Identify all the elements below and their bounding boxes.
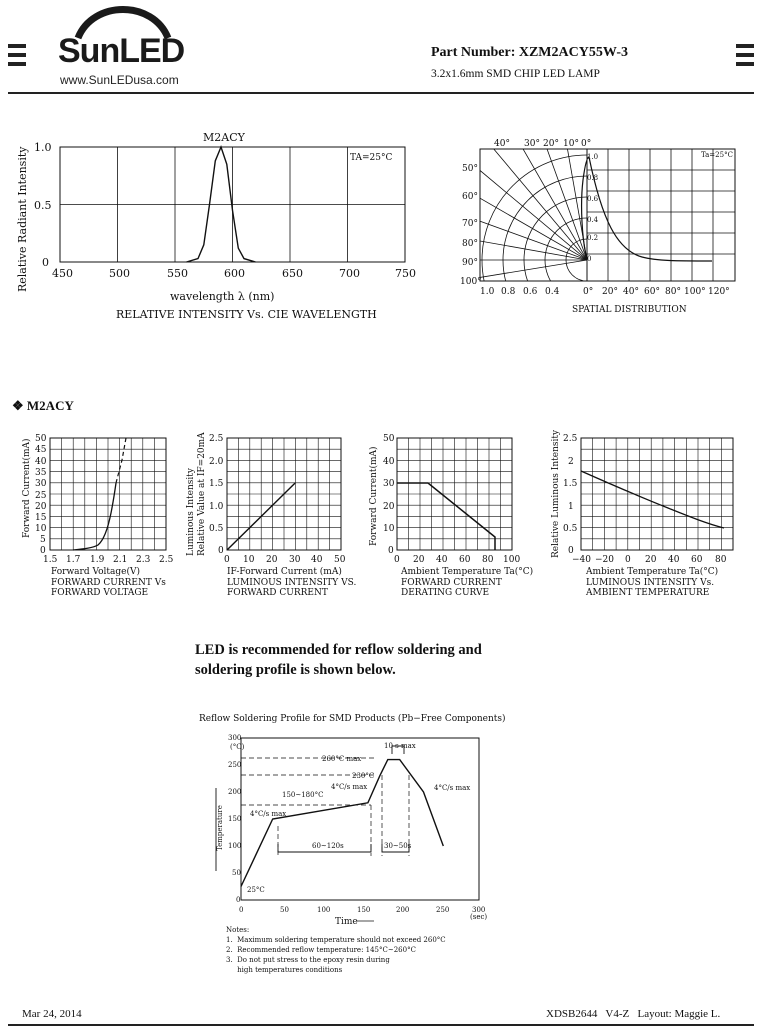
li-yticks: [209, 434, 224, 556]
reflow-brackets: [216, 746, 409, 871]
note-2: 2. Recommended reflow temperature: 145°C~260°C: [226, 946, 416, 954]
svg-text:60: 60: [691, 555, 703, 565]
spectrum-ytick: 0.5: [34, 199, 52, 212]
svg-text:1.5: 1.5: [209, 479, 224, 489]
svg-text:−20: −20: [595, 555, 614, 565]
svg-text:0: 0: [388, 546, 394, 556]
notes-title: Notes:: [226, 926, 250, 934]
spatial-condition: Ta=25°C: [701, 151, 733, 159]
reflow-xlabel: Time: [335, 917, 358, 927]
svg-text:2.1: 2.1: [113, 555, 128, 565]
svg-text:1.0: 1.0: [209, 502, 224, 512]
spatial-right-grid: [587, 149, 735, 281]
spectrum-xlabel: wavelength λ (nm): [170, 290, 275, 303]
svg-text:2.5: 2.5: [159, 555, 174, 565]
spatial-radial-tick: 0.6: [587, 195, 599, 203]
spatial-top-angle: 40°: [494, 139, 510, 149]
svg-text:300: 300: [228, 734, 242, 742]
spectrum-series-label: M2ACY: [203, 131, 245, 144]
svg-text:50: 50: [35, 434, 47, 444]
spatial-top-angle: 30°: [524, 139, 540, 149]
spatial-left-angle: 60°: [462, 192, 478, 202]
spatial-left-angle: 70°: [462, 219, 478, 229]
spectrum-xtick: 700: [339, 267, 360, 280]
svg-text:150: 150: [357, 906, 371, 914]
note-1: 1. Maximum soldering temperature should not exceed 260°C: [226, 936, 446, 944]
svg-text:10: 10: [35, 524, 47, 534]
spatial-radial-tick: 0: [587, 255, 592, 263]
svg-text:1.7: 1.7: [66, 555, 81, 565]
svg-text:40: 40: [668, 555, 680, 565]
footer-version: V4-Z: [605, 1008, 630, 1020]
fv-caption-2: FORWARD VOLTAGE: [51, 588, 149, 598]
product-description: 3.2x1.6mm SMD CHIP LED LAMP: [431, 68, 600, 80]
svg-text:100: 100: [317, 906, 331, 914]
svg-text:25: 25: [35, 491, 47, 501]
svg-text:1.5: 1.5: [43, 555, 58, 565]
svg-text:5: 5: [40, 535, 46, 545]
spectrum-grid: [60, 147, 405, 262]
svg-text:35: 35: [35, 468, 47, 478]
li-xticks: [224, 555, 346, 565]
spectrum-condition: TA=25°C: [350, 153, 393, 163]
svg-text:100: 100: [228, 842, 242, 850]
spatial-bottom-tick: 40°: [623, 287, 639, 297]
svg-text:80: 80: [482, 555, 494, 565]
reflow-profile-line: [241, 760, 443, 887]
footer-layout: Layout: Maggie L.: [637, 1008, 721, 1020]
svg-text:50: 50: [232, 869, 241, 877]
svg-text:40: 40: [311, 555, 323, 565]
spatial-left-angle: 100°: [460, 277, 482, 287]
svg-text:−40: −40: [572, 555, 591, 565]
spectrum-xtick: 650: [282, 267, 303, 280]
svg-text:80: 80: [715, 555, 727, 565]
svg-text:2: 2: [568, 457, 574, 467]
reflow-profile-chart: [196, 706, 556, 976]
svg-text:20: 20: [413, 555, 425, 565]
section-title-text: M2ACY: [26, 398, 74, 413]
reflow-xticks: [239, 906, 485, 914]
li-ylabel-1: Luminous Intensity: [186, 468, 196, 556]
svg-text:0: 0: [40, 546, 46, 556]
fv-yticks: [35, 434, 47, 556]
section-title: [12, 398, 74, 414]
website-link[interactable]: www.SunLEDusa.com: [60, 73, 179, 87]
fv-xticks: [43, 555, 174, 565]
svg-text:0: 0: [625, 555, 631, 565]
reflow-xunit: (sec): [470, 913, 488, 921]
svg-text:150: 150: [228, 815, 242, 823]
svg-text:1: 1: [568, 502, 574, 512]
brand-logo: SunLED: [58, 32, 185, 70]
spatial-bottom-tick: 0.8: [501, 287, 516, 297]
svg-text:40: 40: [383, 457, 395, 467]
derating-yticks: [383, 434, 395, 556]
svg-text:0: 0: [568, 546, 574, 556]
svg-text:30: 30: [35, 479, 47, 489]
derating-ylabel: Forward Current(mA): [369, 446, 379, 546]
lt-yticks: [563, 434, 578, 556]
footer-doc-info: [546, 1008, 720, 1020]
lt-grid: [581, 438, 733, 550]
spectrum-xtick: 450: [52, 267, 73, 280]
svg-text:0: 0: [394, 555, 400, 565]
fv-xlabel: Forward Voltage(V): [51, 567, 141, 577]
svg-text:20: 20: [266, 555, 278, 565]
spectrum-ytick: 1.0: [34, 141, 52, 154]
diamond-bullet-icon: ❖: [12, 398, 24, 413]
spatial-bottom-tick: 100°: [684, 287, 706, 297]
spatial-bottom-tick: 80°: [665, 287, 681, 297]
svg-text:30: 30: [383, 479, 395, 489]
derating-xticks: [394, 555, 520, 565]
spectrum-xtick: 750: [395, 267, 416, 280]
ann-150: 150~180°C: [282, 791, 324, 799]
lt-curve: [581, 471, 724, 528]
svg-text:0: 0: [218, 546, 224, 556]
svg-text:20: 20: [35, 502, 47, 512]
derating-grid: [397, 438, 512, 550]
spatial-top-angle: 20°: [543, 139, 559, 149]
spectrum-ytick: 0: [42, 256, 49, 269]
spatial-radial-tick: 0.8: [587, 174, 599, 182]
ann-ramp-down: 4°C/s max: [434, 784, 471, 792]
spatial-radial-tick: 0.4: [587, 216, 599, 224]
ann-60: 60~120s: [312, 842, 344, 850]
derating-caption-1: FORWARD CURRENT: [401, 578, 502, 588]
svg-text:0: 0: [224, 555, 230, 565]
spatial-bottom-tick: 1.0: [480, 287, 495, 297]
spectrum-ylabel: Relative Radiant Intensity: [16, 146, 29, 292]
ann-ramp-mid: 4°C/s max: [331, 783, 368, 791]
ann-30: 30~50s: [384, 842, 412, 850]
spatial-left-angle: 80°: [462, 239, 478, 249]
spatial-right-curve: [589, 157, 712, 261]
ann-10s: 10 s max: [384, 742, 416, 750]
spatial-polar-curve: [582, 157, 589, 260]
reflow-note-line-2: soldering profile is shown below.: [195, 662, 396, 678]
note-3: 3. Do not put stress to the epoxy resin during: [226, 956, 390, 964]
spatial-left-angle: 50°: [462, 164, 478, 174]
spectrum-xtick: 500: [109, 267, 130, 280]
fv-ylabel: Forward Current(mA): [22, 438, 32, 538]
spatial-bottom-tick: 0.6: [523, 287, 538, 297]
derating-chart: [366, 428, 546, 603]
part-number: Part Number: XZM2ACY55W-3: [431, 45, 628, 60]
svg-text:2.5: 2.5: [209, 434, 224, 444]
li-caption-2: FORWARD CURRENT: [227, 588, 328, 598]
svg-text:20: 20: [383, 502, 395, 512]
svg-text:250: 250: [228, 761, 242, 769]
lt-caption-1: LUMINOUS INTENSITY Vs.: [586, 578, 715, 588]
fv-grid: [50, 438, 166, 550]
spatial-bottom-tick: 0°: [583, 287, 594, 297]
ann-ramp-left: 4°C/s max: [250, 810, 287, 818]
svg-text:200: 200: [396, 906, 410, 914]
svg-text:0.5: 0.5: [563, 524, 578, 534]
footer-doc-number: XDSB2644: [546, 1008, 598, 1020]
header-divider: [8, 92, 754, 94]
svg-text:2.0: 2.0: [209, 457, 224, 467]
lt-ylabel: Relative Luminous Intensity: [551, 429, 561, 558]
svg-text:200: 200: [228, 788, 242, 796]
svg-text:20: 20: [645, 555, 657, 565]
svg-text:1.9: 1.9: [90, 555, 105, 565]
lt-chart: [548, 428, 748, 603]
spatial-distribution-chart: [452, 135, 752, 320]
spectrum-xtick: 600: [224, 267, 245, 280]
spatial-caption: SPATIAL DISTRIBUTION: [572, 305, 687, 315]
ann-260: 260°C max: [322, 755, 362, 763]
svg-text:2.3: 2.3: [136, 555, 151, 565]
svg-text:50: 50: [383, 434, 395, 444]
svg-text:0: 0: [236, 896, 241, 904]
li-xlabel: IF-Forward Current (mA): [227, 567, 342, 577]
spatial-radial-tick: 0.2: [587, 234, 599, 242]
li-chart: [185, 428, 360, 603]
spatial-radial-tick: 1.0: [587, 153, 599, 161]
spectrum-chart: [10, 120, 430, 330]
li-caption-1: LUMINOUS INTENSITY VS.: [227, 578, 357, 588]
svg-text:0.5: 0.5: [209, 524, 224, 534]
footer-divider: [8, 1024, 754, 1026]
derating-caption-2: DERATING CURVE: [401, 588, 490, 598]
svg-text:50: 50: [334, 555, 346, 565]
svg-text:10: 10: [383, 524, 395, 534]
fv-chart: [18, 428, 183, 603]
svg-text:30: 30: [289, 555, 301, 565]
svg-text:40: 40: [436, 555, 448, 565]
lt-xlabel: Ambient Temperature Ta(°C): [586, 567, 719, 577]
note-4: high temperatures conditions: [226, 966, 343, 974]
spatial-left-angle: 90°: [462, 258, 478, 268]
reflow-title: Reflow Soldering Profile for SMD Products (Pb−Free Components): [199, 714, 506, 724]
reflow-note: [195, 640, 482, 680]
reflow-note-line-1: LED is recommended for reflow soldering and: [195, 642, 482, 658]
svg-text:100: 100: [503, 555, 521, 565]
fv-caption-1: FORWARD CURRENT Vs: [51, 578, 166, 588]
reflow-yticks: [228, 734, 241, 904]
svg-text:1.5: 1.5: [563, 479, 578, 489]
spatial-top-angle: 10°: [563, 139, 579, 149]
svg-text:50: 50: [280, 906, 289, 914]
svg-text:45: 45: [35, 445, 47, 455]
spectrum-caption: RELATIVE INTENSITY Vs. CIE WAVELENGTH: [116, 308, 377, 321]
svg-text:250: 250: [436, 906, 450, 914]
svg-text:15: 15: [35, 513, 47, 523]
spatial-bottom-tick: 0.4: [545, 287, 560, 297]
spatial-bottom-tick: 60°: [644, 287, 660, 297]
reflow-yunit: (°C): [230, 743, 245, 751]
footer-date: Mar 24, 2014: [22, 1008, 82, 1020]
spectrum-xtick: 550: [167, 267, 188, 280]
reflow-ylabel: Temperature: [216, 805, 224, 851]
lt-xticks: [572, 555, 727, 565]
svg-text:60: 60: [459, 555, 471, 565]
svg-text:40: 40: [35, 457, 47, 467]
derating-xlabel: Ambient Temperature Ta(°C): [401, 567, 534, 577]
lt-caption-2: AMBIENT TEMPERATURE: [586, 588, 710, 598]
ann-25: 25°C: [247, 886, 265, 894]
svg-text:10: 10: [243, 555, 255, 565]
svg-text:300: 300: [472, 906, 486, 914]
svg-text:0: 0: [239, 906, 244, 914]
li-ylabel-2: Relative Value at IF=20mA: [197, 432, 207, 556]
spatial-bottom-tick: 20°: [602, 287, 618, 297]
spatial-top-angle: 0°: [581, 139, 592, 149]
ann-230: 230°C: [352, 772, 375, 780]
svg-text:2.5: 2.5: [563, 434, 578, 444]
spatial-bottom-tick: 120°: [708, 287, 730, 297]
